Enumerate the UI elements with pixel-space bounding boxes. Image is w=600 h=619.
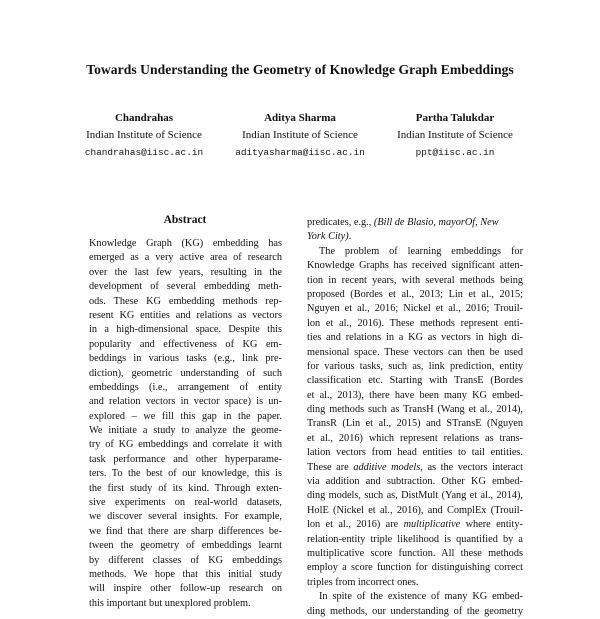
text-line: development of several embedding meth- — [89, 281, 282, 293]
text-line: task performance and other hyperparame- — [89, 453, 282, 465]
text-line: beddings in various tasks (e.g., link pre- — [89, 353, 282, 365]
text-line: in a high-dimensional space. Despite this — [89, 324, 282, 336]
text-line: We initiate a study to analyze the geome- — [89, 425, 282, 437]
text-line: tion in recent years, with several methods being — [307, 274, 523, 286]
text-line: The problem of learning embeddings for — [319, 245, 523, 257]
text-line: TransR (Lin et al., 2015) and STransE (Nguyen — [307, 418, 523, 430]
text-line: multiplicative score function. All these methods — [307, 547, 523, 559]
author-affiliation: Indian Institute of Science — [86, 129, 202, 141]
text-line: the first study of its kind. Through exten- — [89, 482, 282, 494]
abstract-body — [89, 237, 282, 611]
text-line: ters. To the best of our knowledge, this is — [89, 468, 282, 480]
author-1 — [59, 110, 229, 161]
paper-title: Towards Understanding the Geometry of Knowledge Graph Embeddings — [86, 62, 514, 77]
author-name: Partha Talukdar — [415, 112, 495, 124]
text-line: mensional space. These vectors can then be used — [307, 346, 523, 358]
text-line: methods. We hope that this initial study — [89, 568, 282, 580]
text-line: sive experiments on real-world datasets, — [89, 497, 282, 509]
text-line: ding methods such as TransH (Wang et al., 2014), — [307, 404, 523, 416]
text-line: we find that there are sharp differences be- — [89, 525, 282, 537]
text-line: for various tasks, such as, link prediction, entity — [307, 360, 523, 372]
text-line: will inspire other follow-up research on — [89, 583, 282, 595]
text-line: ods. These KG embedding methods rep- — [89, 295, 282, 307]
author-3 — [370, 110, 540, 161]
text-line: try of KG embeddings and correlate it with — [89, 439, 282, 451]
text-line: triples from incorrect ones. — [307, 576, 419, 588]
text-line: et al., 2013), there have been many KG embed- — [307, 389, 523, 401]
author-name: Aditya Sharma — [264, 112, 336, 124]
text-line: over the last few years, resulting in the — [89, 266, 282, 278]
text-line: and relation vectors in vector space) is un- — [89, 396, 282, 408]
text-line: In spite of the existence of many KG embed- — [319, 591, 523, 603]
text-line: lation vectors from head entities to tail entities. — [307, 447, 523, 459]
text-line: Knowledge Graphs has received significant atten- — [307, 260, 523, 272]
text-line: emerged as a very active area of research — [89, 252, 282, 264]
text-line: HolE (Nickel et al., 2016), and ComplEx (Trouil- — [307, 504, 523, 516]
text-line: Knowledge Graph (KG) embedding has — [89, 238, 282, 249]
author-email[interactable]: adityasharma@iisc.ac.in — [235, 147, 365, 158]
text-line: diction), geometric understanding of such — [89, 367, 282, 379]
text-line: embeddings (i.e., arrangement of entity — [89, 381, 282, 393]
text-line: relation-entity triple likelihood is quantified by a — [307, 533, 523, 545]
text-line: popularity and effectiveness of KG em- — [89, 338, 282, 350]
text-line: et al., 2016) which represent relations as trans- — [307, 432, 523, 444]
author-email[interactable]: ppt@iisc.ac.in — [415, 147, 495, 158]
author-email[interactable]: chandrahas@iisc.ac.in — [84, 147, 204, 158]
author-name: Chandrahas — [114, 112, 174, 124]
text-line: we discover several insights. For example, — [89, 511, 282, 523]
text-line: lon et al., 2016) are multiplicative where entity- — [307, 519, 523, 531]
text-line: proposed (Bordes et al., 2013; Lin et al., 2015; — [307, 288, 523, 300]
text-line: resent KG entities and relations as vectors — [89, 309, 282, 321]
text-line: York City). — [307, 231, 352, 243]
text-line: explored – we fill this gap in the paper. — [89, 410, 282, 422]
author-2 — [215, 110, 385, 161]
text-line: ding models, such as, DistMult (Yang et al., 2014), — [307, 490, 523, 502]
text-line: tween the geometry of embeddings learnt — [89, 540, 282, 552]
text-line: These are additive models, as the vectors interact — [307, 461, 523, 473]
text-line: this important but unexplored problem. — [89, 597, 251, 609]
text-line: classification etc. Starting with TransE (Bordes — [307, 375, 523, 387]
intro-body — [307, 216, 523, 619]
author-affiliation: Indian Institute of Science — [397, 129, 513, 141]
text-line: predicates, e.g., (Bill de Blasio, mayorOf, New — [307, 217, 499, 228]
text-line: ties and relations in a KG as vectors in high di- — [307, 332, 523, 344]
author-affiliation: Indian Institute of Science — [242, 129, 358, 141]
text-line: employ a score function for distinguishing correct — [307, 562, 523, 574]
text-line: Nguyen et al., 2016; Nickel et al., 2016; Trouil- — [307, 303, 523, 315]
text-line: lon et al., 2016). These methods represent enti- — [307, 317, 523, 329]
abstract-heading: Abstract — [163, 214, 207, 226]
text-line: via addition and subtraction. Other KG embed- — [307, 476, 523, 488]
text-line: by different classes of KG embeddings — [89, 554, 282, 566]
text-line: ding methods, our understanding of the geometry — [307, 605, 523, 617]
